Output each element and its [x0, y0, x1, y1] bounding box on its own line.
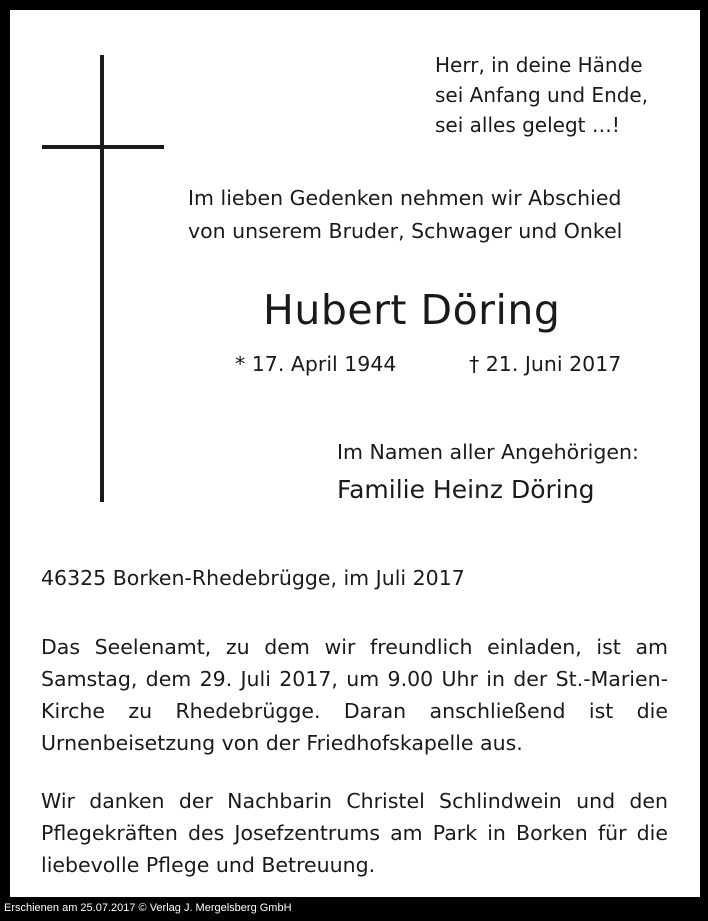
signature-label: Im Namen aller Angehörigen: — [337, 440, 639, 464]
signature-family: Familie Heinz Döring — [337, 475, 595, 504]
cross-horizontal-bar — [42, 145, 164, 149]
death-date: † 21. Juni 2017 — [469, 352, 622, 376]
funeral-info-paragraph: Das Seelenamt, zu dem wir freundlich einladen, ist am Samstag, dem 29. Juli 2017, um 9.00 Uhr in der St.-Marien-Kirche zu Rhedebrügge. Daran anschließend ist die Urnenbeisetzung von der Friedhofskapelle aus. — [41, 635, 668, 755]
verse-line: sei Anfang und Ende, — [435, 83, 649, 107]
obituary-notice — [10, 10, 700, 897]
place-date: 46325 Borken-Rhedebrügge, im Juli 2017 — [41, 566, 465, 590]
cross-vertical-bar — [100, 55, 104, 502]
birth-date: * 17. April 1944 — [235, 352, 397, 376]
bible-verse — [435, 50, 648, 140]
verse-line: Herr, in deine Hände — [435, 53, 643, 77]
intro-line: Im lieben Gedenken nehmen wir Abschied — [188, 186, 622, 210]
publication-footer: Erschienen am 25.07.2017 © Verlag J. Mergelsberg GmbH — [4, 902, 292, 914]
thanks-paragraph: Wir danken der Nachbarin Christel Schlindwein und den Pflegekräften des Josefzentrums am Park in Borken für die liebevolle Pflege und Betreuung. — [41, 789, 668, 877]
intro-line: von unserem Bruder, Schwager und Onkel — [188, 219, 623, 243]
verse-line: sei alles gelegt …! — [435, 113, 620, 137]
deceased-name: Hubert Döring — [263, 286, 561, 334]
intro-text — [188, 182, 622, 248]
